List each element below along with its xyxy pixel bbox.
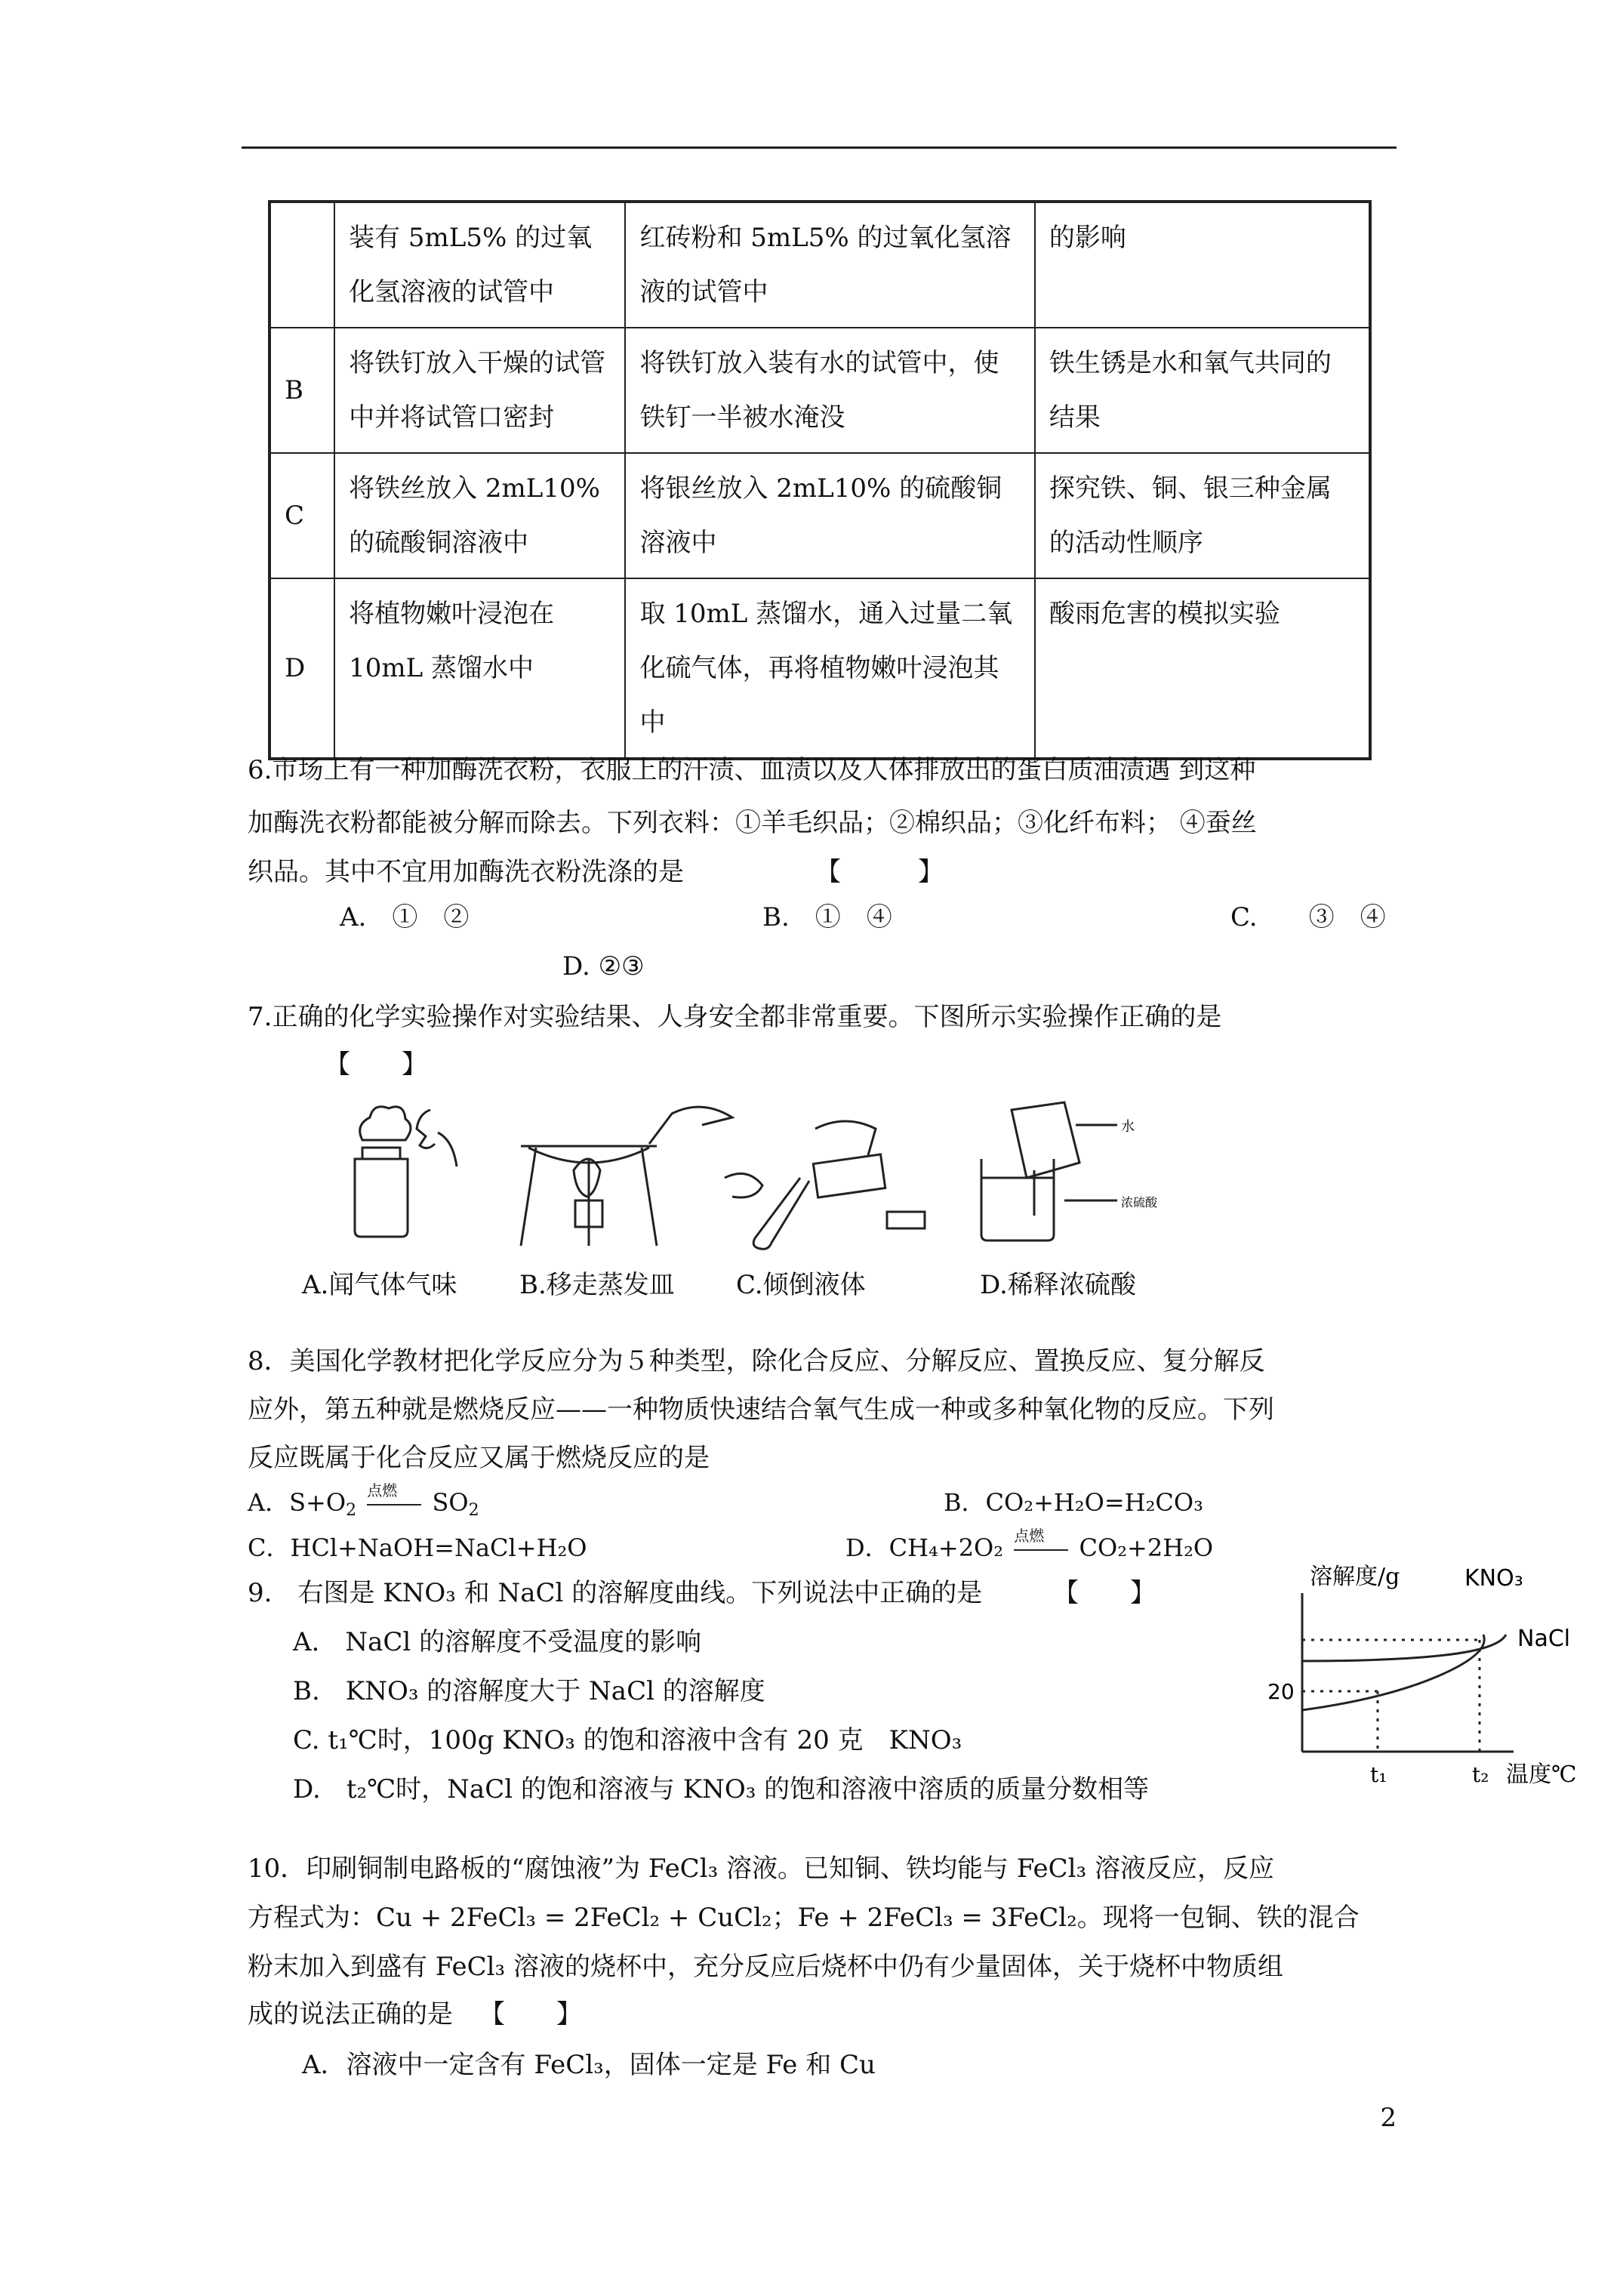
q8-line1: 8．美国化学教材把化学反应分为５种类型，除化合反应、分解反应、置换反应、复分解反 [248,1346,1265,1376]
kno3-label: KNO₃ [1464,1565,1523,1592]
table-cell: 将铁钉放入装有水的试管中，使铁钉一半被水淹没 [625,328,1034,453]
q6-option-c: C. ③ ④ [1230,902,1386,932]
table-cell: 将植物嫩叶浸泡在 10mL 蒸馏水中 [334,578,625,759]
q7-caption-a: A.闻气体气味 [302,1270,457,1300]
t2-label: t₂ [1472,1762,1489,1787]
table-cell: 酸雨危害的模拟实验 [1035,578,1370,759]
q8-line2: 应外，第五种就是燃烧反应——一种物质快速结合氧气生成一种或多种氧化物的反应。下列 [248,1395,1274,1425]
table-cell: 探究铁、铜、银三种金属的活动性顺序 [1035,453,1370,578]
row-label: B [269,328,334,453]
y-axis-label: 溶解度/g [1310,1564,1400,1590]
row-label: C [269,453,334,578]
q6-option-a: A. ① ② [340,902,470,932]
q8-option-b: B．CO₂+H₂O=H₂CO₃ [944,1488,1203,1517]
solubility-curve [1257,1563,1604,1812]
experiment-table [268,200,1372,760]
table-cell: 取 10mL 蒸馏水，通入过量二氧化硫气体，再将植物嫩叶浸泡其中 [625,578,1034,759]
q10-line2: 方程式为：Cu + 2FeCl₃ = 2FeCl₂ + CuCl₂；Fe + 2FeCl₃ = 3FeCl₂。现将一包铜、铁的混合 [248,1903,1360,1933]
nacl-label: NaCl [1517,1626,1571,1652]
table-cell: 将银丝放入 2mL10% 的硫酸铜溶液中 [625,453,1034,578]
q8-line3: 反应既属于化合反应又属于燃烧反应的是 [248,1443,710,1473]
dilute-acid-illustration [981,1102,1117,1240]
q6-answer-bracket: 【 】 [815,857,944,887]
q8-option-a: A．$S+O_2$ 点燃 $SO_2$ [248,1476,479,1537]
row-label [269,202,334,328]
table-cell: 将铁丝放入 2mL10% 的硫酸铜溶液中 [334,453,625,578]
q9-option-d: D. t₂℃时，NaCl 的饱和溶液与 KNO₃ 的饱和溶液中溶质的质量分数相等 [293,1774,1150,1804]
lab-operation-figure [332,1087,1200,1261]
table-cell: 的影响 [1035,202,1370,328]
q10-line1: 10．印刷铜制电路板的“腐蚀液”为 FeCl₃ 溶液。已知铜、铁均能与 FeCl₃ 溶液反应，反应 [248,1854,1274,1884]
q8-option-d-products: CO₂+2H₂O [1079,1533,1214,1562]
q6-line2: 加酶洗衣粉都能被分解而除去。下列衣料：①羊毛织品；②棉织品；③化纤布料； ④蚕丝 [248,808,1257,838]
condition-label: 点燃 [1014,1527,1045,1545]
table-cell: 装有 5mL5% 的过氧化氢溶液的试管中 [334,202,625,328]
q6-line1: 6.市场上有一种加酶洗衣粉，衣服上的汗渍、血渍以及人体排放出的蛋白质油渍遇 到这种 [248,755,1256,785]
table-row [269,328,1370,453]
q8-option-a-product: SO [432,1488,469,1517]
q7-line1: 7.正确的化学实验操作对实验结果、人身安全都非常重要。下图所示实验操作正确的是 [248,1002,1222,1032]
q7-caption-c: C.倾倒液体 [736,1270,866,1300]
q10-line3: 粉末加入到盛有 FeCl₃ 溶液的烧杯中，充分反应后烧杯中仍有少量固体，关于烧杯中物质组 [248,1952,1283,1982]
condition-label: 点燃 [367,1481,398,1499]
q7-answer-bracket: 【 】 [325,1049,427,1080]
q10-answer-bracket: 【 】 [479,1999,582,2029]
q8-option-c: C．HCl+NaOH=NaCl+H₂O [248,1533,587,1562]
evaporating-dish-illustration [521,1107,732,1246]
q6-option-d: D. ②③ [562,951,645,982]
water-label: 水 [1121,1119,1135,1135]
y-tick-20: 20 [1267,1679,1295,1704]
x-axis-label: 温度℃ [1506,1761,1577,1788]
table-row [269,578,1370,759]
table-cell: 铁生锈是水和氧气共同的结果 [1035,328,1370,453]
pouring-liquid-illustration [725,1121,925,1249]
q6-line3: 织品。其中不宜用加酶洗衣粉洗涤的是 [248,857,684,887]
page-number: 2 [1380,2103,1397,2133]
nacl-curve [1302,1635,1506,1661]
q8-option-d-reactants: D．CH₄+2O₂ [845,1533,1004,1562]
table-row [269,202,1370,328]
table-cell: 将铁钉放入干燥的试管中并将试管口密封 [334,328,625,453]
row-label: D [269,578,334,759]
q7-caption-b: B.移走蒸发皿 [519,1270,675,1300]
table-row [269,453,1370,578]
q10-line4: 成的说法正确的是 [248,1999,453,2029]
t1-label: t₁ [1370,1762,1387,1787]
q9-option-c: C. t₁℃时，100g KNO₃ 的饱和溶液中含有 20 克 KNO₃ [293,1725,962,1755]
smell-gas-illustration [355,1107,457,1237]
header-rule [242,146,1397,149]
q7-caption-d: D.稀释浓硫酸 [980,1270,1136,1300]
acid-label: 浓硫酸 [1121,1195,1158,1210]
q9-answer-bracket: 【 】 [1053,1578,1156,1608]
q10-option-a: A．溶液中一定含有 FeCl₃，固体一定是 Fe 和 Cu [302,2050,876,2080]
q9-option-a: A. NaCl 的溶解度不受温度的影响 [293,1627,702,1657]
q9-stem: 9. 右图是 KNO₃ 和 NaCl 的溶解度曲线。下列说法中正确的是 [248,1578,983,1608]
q6-option-b: B. ① ④ [762,902,892,932]
q8-option-a-reactants: A．S+O [248,1488,346,1517]
q9-option-b: B. KNO₃ 的溶解度大于 NaCl 的溶解度 [293,1676,765,1706]
kno3-curve [1302,1635,1484,1710]
table-cell: 红砖粉和 5mL5% 的过氧化氢溶液的试管中 [625,202,1034,328]
